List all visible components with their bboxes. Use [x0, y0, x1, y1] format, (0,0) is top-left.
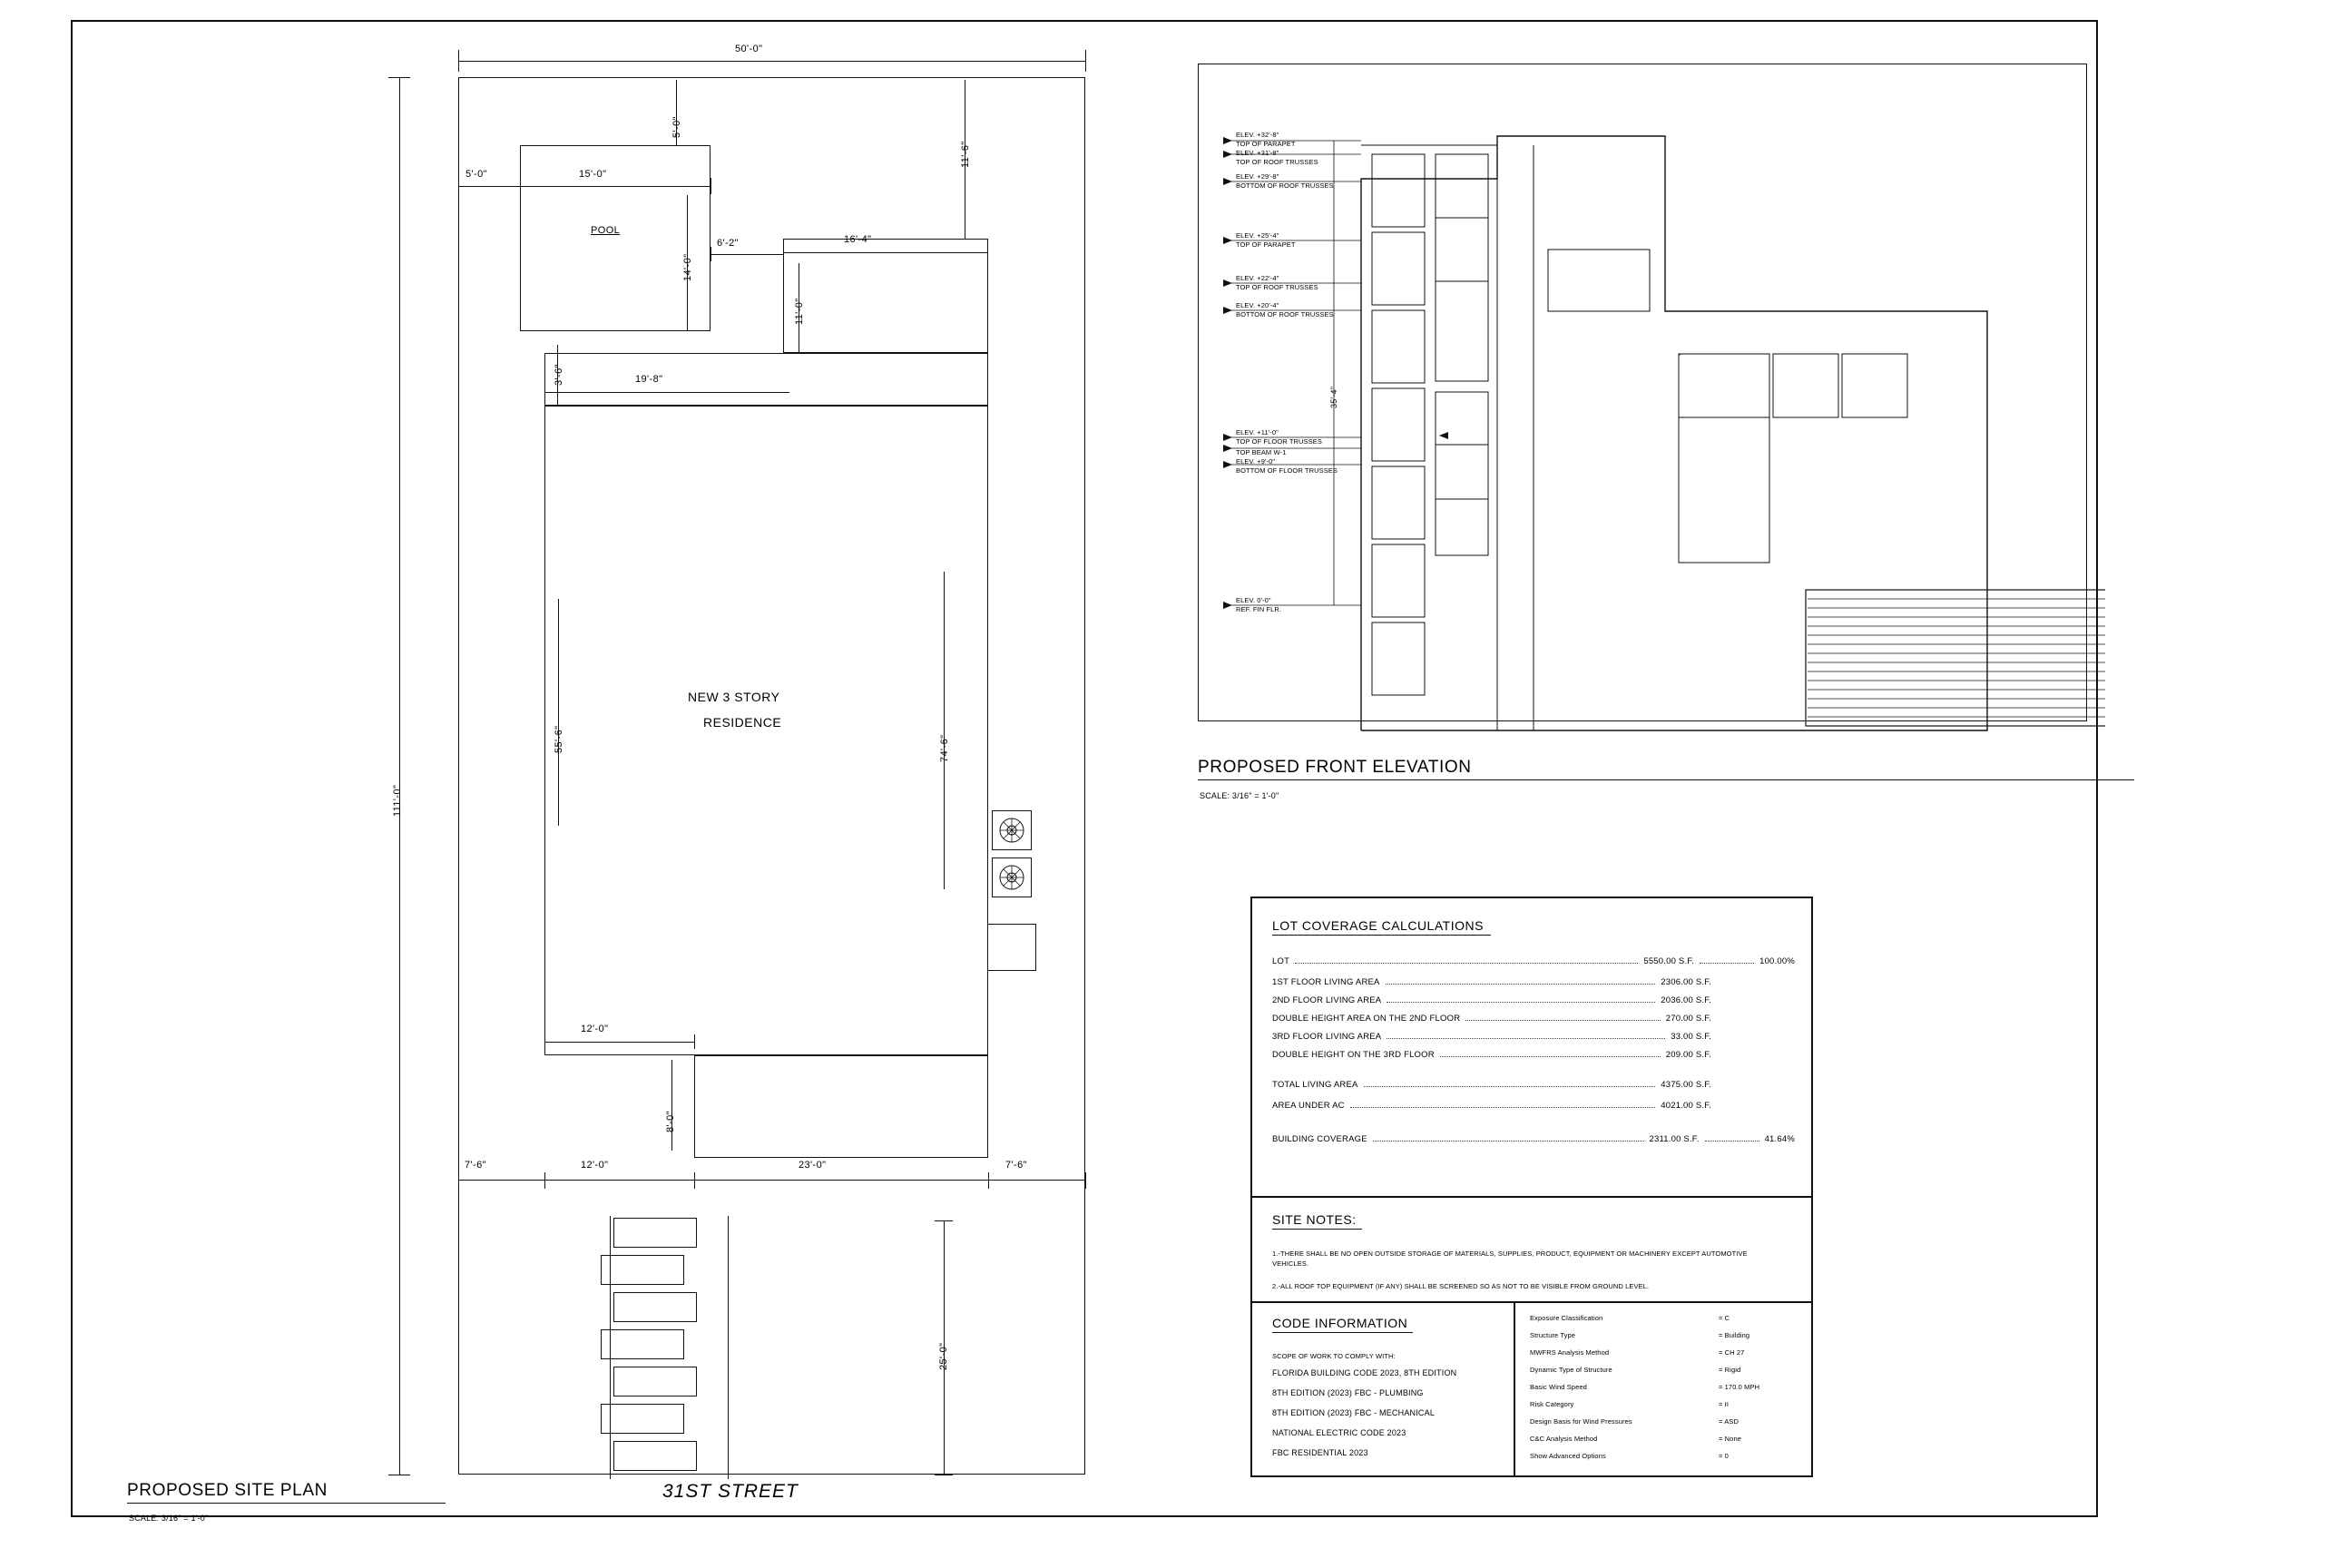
- lot-coverage-row: [1272, 1080, 1795, 1090]
- spec-value: = Building: [1719, 1331, 1750, 1339]
- code-scope-line: 8TH EDITION (2023) FBC - PLUMBING: [1272, 1388, 1424, 1397]
- dim-wing-width: 16'-4": [844, 234, 872, 245]
- dim-front-yard: 25'-0": [938, 1342, 949, 1370]
- row-label: BUILDING COVERAGE: [1272, 1134, 1367, 1144]
- elev-label: ELEV. +31'-8": [1236, 149, 1279, 157]
- leader: [1465, 1020, 1660, 1021]
- dim-pool-width: 15'-0": [579, 169, 607, 180]
- site-notes-section: [1252, 1198, 1811, 1303]
- elevation-height-dim: 35'-4": [1329, 386, 1338, 408]
- elev-note: TOP BEAM W-1: [1236, 448, 1287, 456]
- elev-note: BOTTOM OF FLOOR TRUSSES: [1236, 466, 1338, 475]
- row-label: TOTAL LIVING AREA: [1272, 1080, 1358, 1090]
- elev-label: ELEV. +22'-4": [1236, 274, 1279, 282]
- dim-bottom-right-setback: 7'-6": [1005, 1160, 1027, 1171]
- pool-outline: [520, 145, 710, 331]
- row-label: DOUBLE HEIGHT ON THE 3RD FLOOR: [1272, 1050, 1435, 1060]
- elev-note: REF. FIN FLR.: [1236, 605, 1282, 613]
- leader: [1350, 1107, 1656, 1108]
- dim-wing-height: 11'-0": [794, 298, 805, 325]
- dim-tick: [388, 77, 410, 78]
- dim-building-left-height: 55'-6": [554, 725, 564, 753]
- code-scope-line: NATIONAL ELECTRIC CODE 2023: [1272, 1428, 1406, 1437]
- code-specs-column: [1517, 1303, 1813, 1477]
- lot-coverage-title: LOT COVERAGE CALCULATIONS: [1272, 918, 1491, 936]
- site-notes-title: SITE NOTES:: [1272, 1212, 1362, 1230]
- dim-pool-top-offset: 5'-0": [671, 116, 682, 138]
- dim-top-overall: 50'-0": [735, 44, 763, 54]
- dim-tick: [1085, 50, 1086, 72]
- paver: [601, 1255, 684, 1285]
- spec-value: = 0: [1719, 1452, 1729, 1460]
- leader: [1705, 1141, 1759, 1142]
- info-panel: [1250, 897, 1813, 1477]
- row-value: 4375.00 S.F.: [1661, 1080, 1711, 1090]
- lot-coverage-row: [1272, 956, 1795, 966]
- elev-label: ELEV. +32'-8": [1236, 131, 1279, 139]
- elev-label: ELEV. +29'-8": [1236, 172, 1279, 181]
- elev-label: ELEV. +9'-0": [1236, 457, 1276, 466]
- row-value: 33.00 S.F.: [1671, 1032, 1711, 1042]
- code-information-section: [1252, 1303, 1811, 1477]
- dim-bottom-left-setback: 7'-6": [465, 1160, 486, 1171]
- spec-label: C&C Analysis Method: [1530, 1435, 1598, 1443]
- row-pct: 41.64%: [1764, 1134, 1795, 1144]
- spec-value: = C: [1719, 1314, 1730, 1322]
- dim-pool-right-gap: 6'-2": [717, 238, 739, 249]
- spec-value: = Rigid: [1719, 1366, 1741, 1374]
- row-value: 2306.00 S.F.: [1661, 977, 1711, 987]
- dim-pool-left-offset: 5'-0": [466, 169, 487, 180]
- pool-label: POOL: [591, 225, 621, 236]
- paver: [601, 1329, 684, 1359]
- row-value: 2036.00 S.F.: [1661, 995, 1711, 1005]
- elev-note: TOP OF ROOF TRUSSES: [1236, 283, 1318, 291]
- elev-label: ELEV. +11'-0": [1236, 428, 1279, 436]
- spec-value: = 170.0 MPH: [1719, 1383, 1760, 1391]
- row-label: 2ND FLOOR LIVING AREA: [1272, 995, 1382, 1005]
- dim-left-overall: 111'-0": [392, 784, 403, 817]
- elevation-geometry: [1189, 54, 2105, 744]
- code-information-title: CODE INFORMATION: [1272, 1316, 1413, 1333]
- leader: [1295, 963, 1638, 964]
- spec-label: Dynamic Type of Structure: [1530, 1366, 1612, 1374]
- spec-label: Basic Wind Speed: [1530, 1383, 1587, 1391]
- leader: [1373, 1141, 1644, 1142]
- row-pct: 100.00%: [1759, 956, 1795, 966]
- lot-coverage-section: [1252, 898, 1811, 1198]
- elevation-scale: SCALE: 3/16" = 1'-0": [1200, 791, 1279, 800]
- dim-tick: [458, 50, 459, 72]
- code-scope-heading: SCOPE OF WORK TO COMPLY WITH:: [1272, 1352, 1396, 1360]
- spec-value: = CH 27: [1719, 1348, 1745, 1357]
- elev-note: TOP OF PARAPET: [1236, 240, 1296, 249]
- elev-note: BOTTOM OF ROOF TRUSSES: [1236, 310, 1334, 318]
- building-lower-step: [694, 1055, 988, 1158]
- elevation-title: PROPOSED FRONT ELEVATION: [1198, 758, 2134, 780]
- code-scope-line: 8TH EDITION (2023) FBC - MECHANICAL: [1272, 1408, 1436, 1417]
- dim-lower-notch-width: 12'-0": [581, 1024, 609, 1034]
- row-value: 2311.00 S.F.: [1649, 1134, 1700, 1144]
- elev-note: TOP OF ROOF TRUSSES: [1236, 158, 1318, 166]
- dim-notch-width: 19'-8": [635, 374, 663, 385]
- paver: [613, 1218, 697, 1248]
- site-note-1: 1.-THERE SHALL BE NO OPEN OUTSIDE STORAGE OF MATERIALS, SUPPLIES, PRODUCT, EQUIPMENT OR MACHINERY EXCEPT AUTOMOTIVE VEHICLES.: [1272, 1250, 1748, 1269]
- row-value: 5550.00 S.F.: [1643, 956, 1695, 966]
- site-plan-drawing: [0, 0, 1134, 1568]
- building-label-line1: NEW 3 STORY: [688, 690, 780, 704]
- dim-notch-height: 3'-6": [554, 364, 564, 386]
- equipment-pad: [987, 924, 1036, 971]
- leader: [1386, 984, 1656, 985]
- elev-label: ELEV. +20'-4": [1236, 301, 1279, 309]
- row-label: DOUBLE HEIGHT AREA ON THE 2ND FLOOR: [1272, 1014, 1461, 1024]
- lot-coverage-row: [1272, 977, 1795, 987]
- row-label: 3RD FLOOR LIVING AREA: [1272, 1032, 1382, 1042]
- row-value: 270.00 S.F.: [1665, 1014, 1711, 1024]
- leader: [1387, 1002, 1655, 1003]
- row-label: 1ST FLOOR LIVING AREA: [1272, 977, 1380, 987]
- spec-value: = II: [1719, 1400, 1730, 1408]
- paver: [613, 1292, 697, 1322]
- site-plan-title: PROPOSED SITE PLAN: [127, 1481, 446, 1504]
- elev-label: ELEV. +25'-4": [1236, 231, 1279, 240]
- lot-coverage-row: [1272, 995, 1795, 1005]
- building-main-mass: [544, 406, 988, 1055]
- lot-coverage-row: [1272, 1014, 1795, 1024]
- spec-value: = None: [1719, 1435, 1741, 1443]
- elev-note: TOP OF FLOOR TRUSSES: [1236, 437, 1322, 446]
- spec-label: Risk Category: [1530, 1400, 1574, 1408]
- dim-bottom-seg-2: 23'-0": [799, 1160, 827, 1171]
- row-value: 4021.00 S.F.: [1661, 1101, 1711, 1111]
- spec-value: = ASD: [1719, 1417, 1739, 1426]
- ac-unit-fan-icons: [992, 810, 1032, 897]
- spec-label: Structure Type: [1530, 1331, 1576, 1339]
- spec-label: MWFRS Analysis Method: [1530, 1348, 1610, 1357]
- row-value: 209.00 S.F.: [1665, 1050, 1711, 1060]
- spec-label: Exposure Classification: [1530, 1314, 1603, 1322]
- lot-coverage-row: [1272, 1032, 1795, 1042]
- leader: [1440, 1056, 1661, 1057]
- elev-label: ELEV. 0'-0": [1236, 596, 1271, 604]
- spec-label: Design Basis for Wind Pressures: [1530, 1417, 1632, 1426]
- lot-coverage-row: [1272, 1050, 1795, 1060]
- site-plan-scale: SCALE: 3/16" = 1'-0": [129, 1514, 209, 1523]
- code-scope-line: FLORIDA BUILDING CODE 2023, 8TH EDITION: [1272, 1368, 1457, 1377]
- front-elevation-drawing: [1189, 54, 2105, 808]
- street-label: 31ST STREET: [662, 1481, 799, 1502]
- building-label-line2: RESIDENCE: [703, 715, 782, 730]
- leader: [1700, 963, 1754, 964]
- building-notch-band: [544, 353, 988, 406]
- code-scope-line: FBC RESIDENTIAL 2023: [1272, 1448, 1368, 1457]
- building-wing-upper: [783, 239, 988, 353]
- dim-bottom-seg-1: 12'-0": [581, 1160, 609, 1171]
- paver: [613, 1367, 697, 1396]
- dim-building-right-height: 74'-6": [939, 734, 950, 762]
- dim-line-left: [399, 77, 400, 1475]
- leader: [1364, 1086, 1656, 1087]
- elev-note: TOP OF PARAPET: [1236, 140, 1296, 148]
- lot-coverage-row: [1272, 1101, 1795, 1111]
- code-scope-column: [1252, 1303, 1515, 1477]
- row-label: AREA UNDER AC: [1272, 1101, 1345, 1111]
- dim-lower-notch-height: 8'-0": [665, 1111, 676, 1132]
- leader: [1387, 1038, 1665, 1039]
- lot-coverage-row: [1272, 1134, 1795, 1144]
- dim-pool-height: 14'-0": [682, 253, 693, 281]
- dim-line-top: [458, 61, 1085, 62]
- paver: [613, 1441, 697, 1471]
- dim-right-top-setback: 11'-6": [960, 141, 971, 168]
- paver: [601, 1404, 684, 1434]
- spec-label: Show Advanced Options: [1530, 1452, 1606, 1460]
- site-note-2: 2.-ALL ROOF TOP EQUIPMENT (IF ANY) SHALL BE SCREENED SO AS NOT TO BE VISIBLE FROM GROUND LEVEL.: [1272, 1282, 1650, 1290]
- elev-note: BOTTOM OF ROOF TRUSSES: [1236, 181, 1334, 190]
- row-label: LOT: [1272, 956, 1290, 966]
